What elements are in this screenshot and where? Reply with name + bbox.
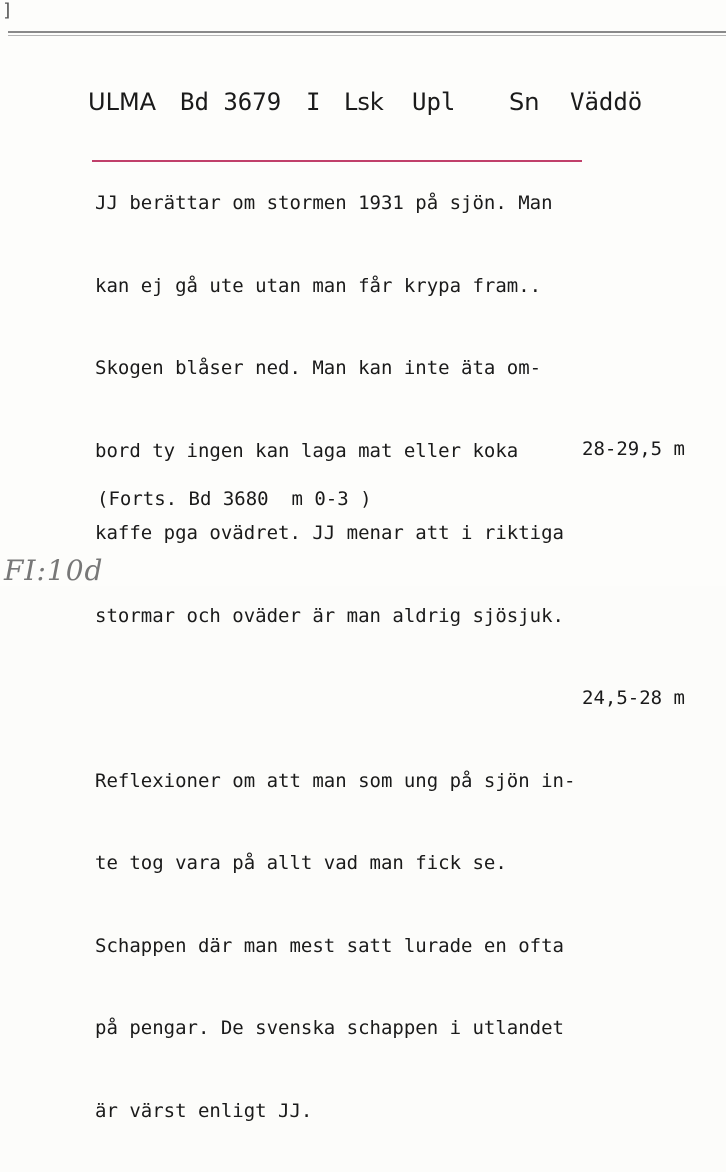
collection-label: ULMA	[88, 88, 157, 116]
body-line: stormar och oväder är man aldrig sjösjuk.	[95, 604, 564, 627]
body-line: bord ty ingen kan laga mat eller koka	[95, 439, 519, 462]
category-label: Lsk	[344, 88, 384, 116]
card-header	[88, 88, 688, 128]
body-line: är värst enligt JJ.	[95, 1099, 313, 1122]
body-line: JJ berättar om stormen 1931 på sjön. Man	[95, 192, 553, 214]
time-range: 28-29,5 m	[582, 437, 685, 460]
body-line: kaffe pga ovädret. JJ menar att i riktiga	[95, 522, 564, 544]
card-body	[95, 135, 695, 1172]
top-rule	[8, 31, 726, 33]
body-line: på pengar. De svenska schappen i utlandet	[95, 1017, 564, 1039]
volume-label: Bd 3679	[180, 88, 282, 116]
body-line: kan ej gå ute utan man får krypa fram..	[95, 274, 542, 297]
region-label: Upl	[412, 88, 456, 116]
continuation-note: (Forts. Bd 3680 m 0-3 )	[97, 488, 372, 510]
time-range: 24,5-28 m	[582, 687, 685, 709]
parish-label: Väddö	[570, 88, 643, 116]
body-line: Skogen blåser ned. Man kan inte äta om-	[95, 357, 542, 379]
top-rule-secondary	[8, 35, 726, 36]
section-label: I	[306, 88, 321, 116]
code-label: Sn	[509, 88, 540, 116]
body-line: Reflexioner om att man som ung på sjön in-	[95, 769, 576, 792]
body-line: Schappen där man mest satt lurade en ofta	[95, 934, 564, 957]
corner-mark: ]	[2, 0, 13, 21]
handwritten-note: FI:10d	[4, 554, 104, 587]
body-line: te tog vara på allt vad man fick se.	[95, 852, 507, 874]
